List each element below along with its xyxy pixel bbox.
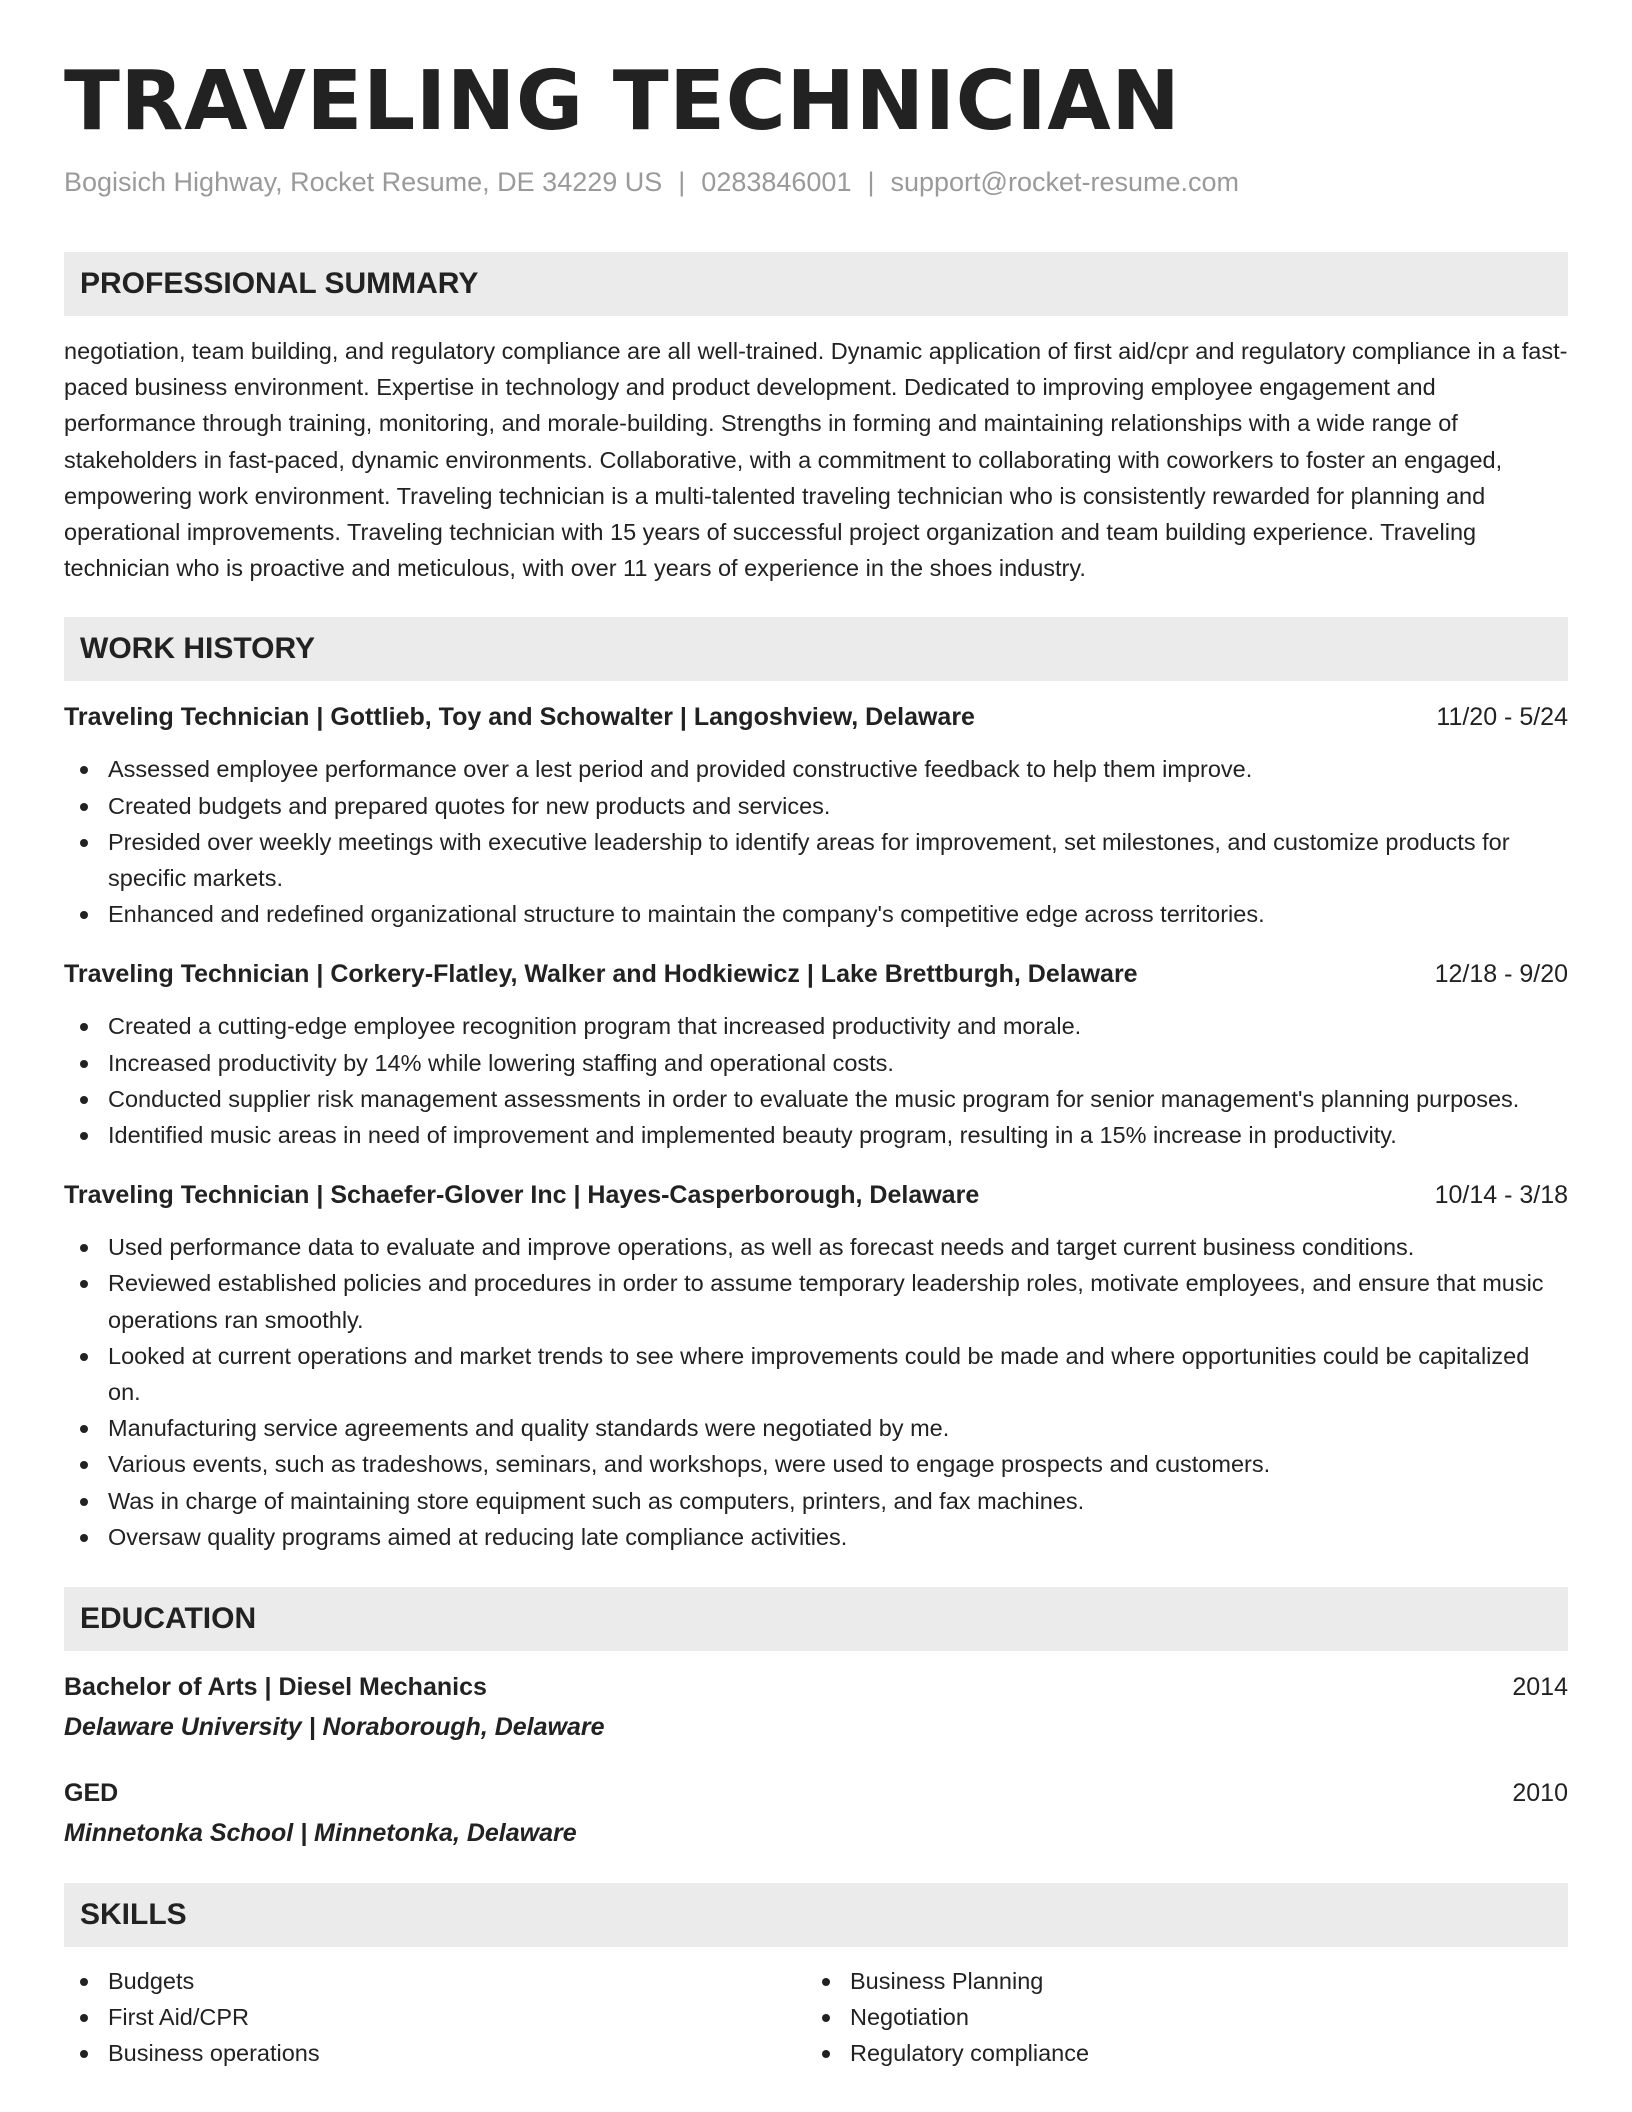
contact-separator: | [678,167,686,197]
contact-separator: | [867,167,875,197]
job-bullet: Oversaw quality programs aimed at reducing late compliance activities. [64,1519,1568,1555]
job-bullet: Presided over weekly meetings with executive leadership to identify areas for improvement, set milestones, and customize products for specific markets. [64,824,1568,896]
education-school: Delaware University | Noraborough, Delaware [64,1713,605,1742]
job-title: Traveling Technician | Gottlieb, Toy and Schowalter | Langoshview, Delaware [64,703,975,732]
job-bullet: Increased productivity by 14% while lowering staffing and operational costs. [64,1045,1568,1081]
job-bullet: Manufacturing service agreements and quality standards were negotiated by me. [64,1410,1568,1446]
skill-item: Business operations [64,2035,806,2071]
job-bullet: Created budgets and prepared quotes for new products and services. [64,788,1568,824]
job-bullets [64,1229,1568,1555]
education-year: 2014 [1512,1673,1568,1702]
skills-heading: SKILLS [64,1883,1568,1947]
education-heading: EDUCATION [64,1587,1568,1651]
job-entry [64,956,1568,1153]
job-bullet: Various events, such as tradeshows, seminars, and workshops, were used to engage prospects and customers. [64,1446,1568,1482]
job-bullet: Enhanced and redefined organizational structure to maintain the company's competitive edge across territories. [64,896,1568,932]
job-bullet: Identified music areas in need of improvement and implemented beauty program, resulting in a 15% increase in productivity. [64,1117,1568,1153]
contact-line [64,164,1568,200]
resume-name: TRAVELING TECHNICIAN [64,54,1181,149]
job-bullet: Conducted supplier risk management assessments in order to evaluate the music program for senior management's planning purposes. [64,1081,1568,1117]
education-header [64,1775,1568,1811]
education-degree: GED [64,1779,119,1808]
job-entry [64,699,1568,932]
job-header [64,699,1568,735]
job-bullet: Created a cutting-edge employee recognition program that increased productivity and morale. [64,1008,1568,1044]
contact-email[interactable]: support@rocket-resume.com [890,167,1240,197]
job-bullet: Used performance data to evaluate and improve operations, as well as forecast needs and target current business conditions. [64,1229,1568,1265]
job-dates: 10/14 - 3/18 [1434,1181,1568,1210]
job-bullet: Looked at current operations and market trends to see where improvements could be made and where opportunities could be capitalized on. [64,1338,1568,1410]
job-bullets [64,751,1568,932]
job-dates: 11/20 - 5/24 [1436,703,1568,732]
job-entry [64,1177,1568,1555]
job-dates: 12/18 - 9/20 [1434,960,1568,989]
skill-item: Budgets [64,1963,806,1999]
job-header [64,1177,1568,1213]
education-year: 2010 [1512,1779,1568,1808]
contact-address: Bogisich Highway, Rocket Resume, DE 34229 US [64,167,663,197]
skills-column-right [806,1963,1548,2072]
skills-list [64,1963,806,2072]
education-entry [64,1775,1568,1851]
skill-item: Business Planning [806,1963,1548,1999]
job-bullets [64,1008,1568,1153]
skills-list [806,1963,1548,2072]
education-degree: Bachelor of Arts | Diesel Mechanics [64,1673,487,1702]
skills-grid [64,1963,1568,2072]
job-bullet: Was in charge of maintaining store equipment such as computers, printers, and fax machines. [64,1483,1568,1519]
skill-item: Negotiation [806,1999,1548,2035]
summary-text: negotiation, team building, and regulatory compliance are all well-trained. Dynamic application of first aid/cpr and regulatory compliance in a fast-paced business environment. Expertise in technology and product development. Dedicated to improving employee engagement and performance through training, monitoring, and morale-building. Strengths in forming and maintaining relationships with a wide range of stakeholders in fast-paced, dynamic environments. Collaborative, with a commitment to collaborating with coworkers to foster an engaged, empowering work environment. Traveling technician is a multi-talented traveling technician who is consistently rewarded for planning and operational improvements. Traveling technician with 15 years of successful project organization and team building experience. Traveling technician who is proactive and meticulous, with over 11 years of experience in the shoes industry. [64,338,1568,582]
job-title: Traveling Technician | Schaefer-Glover Inc | Hayes-Casperborough, Delaware [64,1181,980,1210]
job-title: Traveling Technician | Corkery-Flatley, Walker and Hodkiewicz | Lake Brettburgh, Delaware [64,960,1138,989]
job-header [64,956,1568,992]
job-bullet: Assessed employee performance over a lest period and provided constructive feedback to help them improve. [64,751,1568,787]
skill-item: Regulatory compliance [806,2035,1548,2071]
contact-phone: 0283846001 [701,167,852,197]
summary-heading: PROFESSIONAL SUMMARY [64,252,1568,316]
skill-item: First Aid/CPR [64,1999,806,2035]
skills-column-left [64,1963,806,2072]
education-header [64,1669,1568,1705]
education-school: Minnetonka School | Minnetonka, Delaware [64,1819,577,1848]
job-bullet: Reviewed established policies and procedures in order to assume temporary leadership roles, motivate employees, and ensure that music operations ran smoothly. [64,1265,1568,1337]
education-entry [64,1669,1568,1745]
work-history-heading: WORK HISTORY [64,617,1568,681]
